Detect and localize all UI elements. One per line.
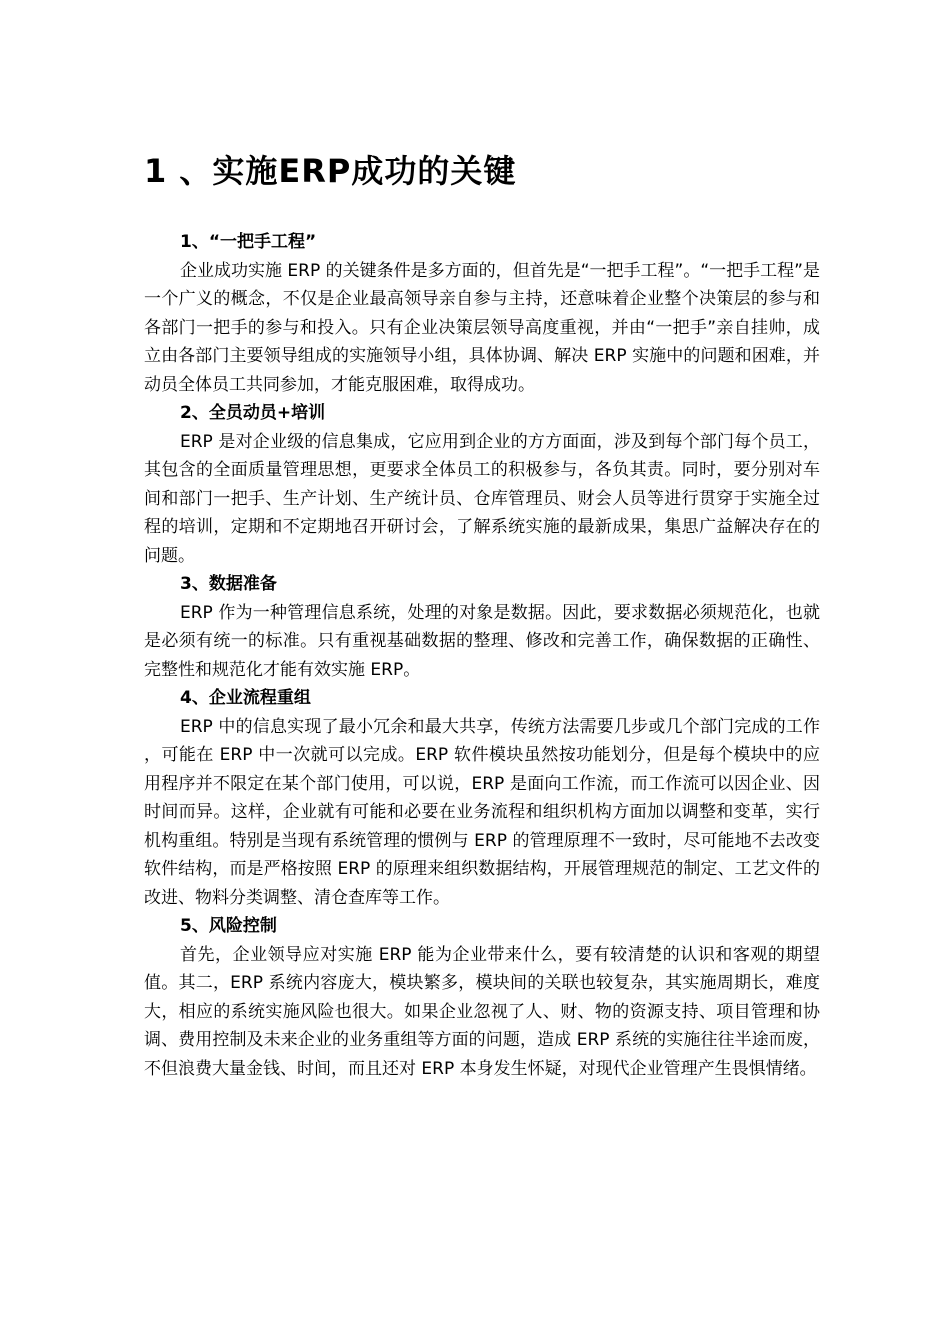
- section-paragraph: 企业成功实施 ERP 的关键条件是多方面的，但首先是“一把手工程”。“一把手工程”是一个广义的概念，不仅是企业最高领导亲自参与主持，还意味着企业整个决策层的参与和各部门一把手的参与和投入。只有企业决策层领导高度重视，并由“一把手”亲自挂帅，成立由各部门主要领导组成的实施领导小组，具体协调、解决 ERP 实施中的问题和困难，并动员全体员工共同参加，才能克服困难，取得成功。: [144, 260, 820, 395]
- section-heading: 3、数据准备: [180, 574, 277, 594]
- section-3: [144, 570, 820, 684]
- section-paragraph: 首先，企业领导应对实施 ERP 能为企业带来什么，要有较清楚的认识和客观的期望值。其二，ERP 系统内容庞大，模块繁多，模块间的关联也较复杂，其实施周期长，难度大，相应的系统实施风险也很大。如果企业忽视了人、财、物的资源支持、项目管理和协调、费用控制及未来企业的业务重组等方面的问题，造成 ERP 系统的实施往往半途而废，不但浪费大量金钱、时间，而且还对 ERP 本身发生怀疑，对现代企业管理产生畏惧情绪。: [144, 944, 820, 1079]
- section-heading: 2、全员动员+培训: [180, 403, 326, 423]
- section-heading: 4、企业流程重组: [180, 688, 311, 708]
- section-heading: 5、风险控制: [180, 916, 277, 936]
- section-heading: 1、“一把手工程”: [180, 232, 317, 252]
- document-body: [144, 228, 820, 1083]
- section-paragraph: ERP 作为一种管理信息系统，处理的对象是数据。因此，要求数据必须规范化，也就是必须有统一的标准。只有重视基础数据的整理、修改和完善工作，确保数据的正确性、完整性和规范化才能有效实施 ERP。: [144, 602, 820, 680]
- section-paragraph: ERP 是对企业级的信息集成，它应用到企业的方方面面，涉及到每个部门每个员工，其包含的全面质量管理思想，更要求全体员工的积极参与，各负其责。同时，要分别对车间和部门一把手、生产计划、生产统计员、仓库管理员、财会人员等进行贯穿于实施全过程的培训，定期和不定期地召开研讨会，了解系统实施的最新成果，集思广益解决存在的问题。: [144, 431, 820, 566]
- section-paragraph: ERP 中的信息实现了最小冗余和最大共享，传统方法需要几步或几个部门完成的工作 ，可能在 ERP 中一次就可以完成。ERP 软件模块虽然按功能划分，但是每个模块中的应用程序并不限定在某个部门使用，可以说，ERP 是面向工作流，而工作流可以因企业、因时间而异。这样，企业就有可能和必要在业务流程和组织机构方面加以调整和变革，实行机构重组。特别是当现有系统管理的惯例与 ERP 的管理原理不一致时，尽可能地不去改变软件结构，而是严格按照 ERP 的原理来组织数据结构，开展管理规范的制定、工艺文件的改进、物料分类调整、清仓查库等工作。: [144, 716, 820, 908]
- section-5: [144, 912, 820, 1083]
- section-1: [144, 228, 820, 399]
- section-2: [144, 399, 820, 570]
- page-title: 1 、实施ERP成功的关键: [144, 152, 517, 190]
- section-4: [144, 684, 820, 912]
